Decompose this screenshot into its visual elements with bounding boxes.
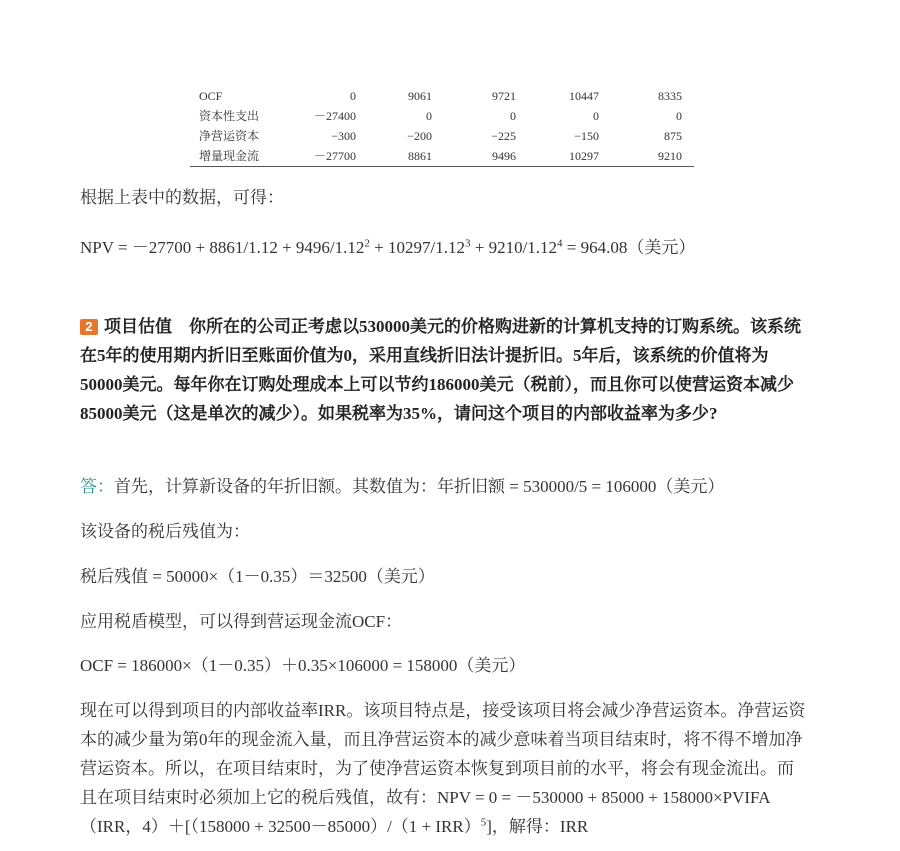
cell: 0 — [593, 109, 599, 123]
cell: −200 — [407, 129, 432, 143]
cell: 0 — [350, 89, 356, 103]
npv-part: + 9210/1.12 — [470, 238, 558, 257]
cell: 9210 — [599, 146, 694, 167]
cell: －27400 — [313, 109, 356, 123]
npv-part: = 964.08（美元） — [562, 238, 696, 257]
irr-paragraph — [80, 696, 810, 841]
cell: 9721 — [492, 89, 516, 103]
cell: 0 — [426, 109, 432, 123]
cell: 9496 — [432, 146, 516, 167]
cell: −300 — [331, 129, 356, 143]
row-label: 净营运资本 — [199, 129, 260, 143]
answer-text: 首先，计算新设备的年折旧额。其数值为：年折旧额 = 530000/5 = 106000（美元） — [114, 477, 725, 496]
cell: －27700 — [263, 146, 356, 167]
table-row-nwc — [190, 126, 694, 146]
ocf-intro: 应用税盾模型，可以得到营运现金流OCF： — [80, 612, 403, 631]
cell: 9061 — [408, 89, 432, 103]
cell: 10297 — [516, 146, 599, 167]
cell: 0 — [676, 109, 682, 123]
cash-flow-table — [190, 86, 694, 167]
exponent: 5 — [480, 816, 487, 829]
table-row-ocf — [190, 86, 694, 106]
npv-formula — [80, 233, 810, 262]
exponent: 3 — [464, 237, 471, 250]
row-label: 增量现金流 — [190, 146, 263, 167]
salvage-intro: 该设备的税后残值为： — [80, 522, 250, 541]
table-row-total — [190, 146, 694, 167]
question-block — [80, 312, 810, 428]
intro-text: 根据上表中的数据，可得： — [80, 188, 284, 207]
row-label: 资本性支出 — [199, 109, 260, 123]
exponent: 4 — [557, 237, 563, 250]
cell: 8335 — [658, 89, 682, 103]
irr-text-end: ]，解得：IRR — [486, 817, 589, 836]
question-number-badge: 2 — [80, 319, 98, 335]
cell: 8861 — [356, 146, 432, 167]
cell: −225 — [491, 129, 516, 143]
irr-text: 现在可以得到项目的内部收益率IRR。该项目特点是，接受该项目将会减少净营运资本。净营运资本的减少量为第0年的现金流入量，而且净营运资本的减少意味着当项目结束时，将不得不增加净营运资本。所以，在项目结束时，为了使净营运资本恢复到项目前的水平，将会有现金流出。而且在项目结束时必须加上它的税后残值，故有：NPV = 0 = －530000 + 85000 + 158000×PVIFA（IRR，4）＋[（158000 + 32500－85000）/（1 + IRR） — [80, 701, 806, 836]
cell: 0 — [510, 109, 516, 123]
answer-label: 答： — [80, 477, 114, 496]
question-text: 项目估值 你所在的公司正考虑以530000美元的价格购进新的计算机支持的订购系统。该系统在5年的使用期内折旧至账面价值为0，采用直线折旧法计提折旧。5年后，该系统的价值将为50000美元。每年你在订购处理成本上可以节约186000美元（税前），而且你可以使营运资本减少85000美元（这是单次的减少）。如果税率为35%，请问这个项目的内部收益率为多少? — [80, 317, 801, 423]
npv-part: + 10297/1.12 — [369, 238, 465, 257]
ocf-calc: OCF = 186000×（1－0.35）＋0.35×106000 = 158000（美元） — [80, 656, 526, 675]
npv-part: NPV = －27700 + 8861/1.12 + 9496/1.12 — [80, 238, 365, 257]
cell: 10447 — [569, 89, 599, 103]
row-label: OCF — [199, 89, 223, 103]
exponent: 2 — [364, 237, 370, 250]
cell: 875 — [664, 129, 682, 143]
table-row-capex — [190, 106, 694, 126]
cell: −150 — [574, 129, 599, 143]
salvage-calc: 税后残值 = 50000×（1－0.35）＝32500（美元） — [80, 567, 435, 586]
answer-first-line — [80, 472, 810, 501]
